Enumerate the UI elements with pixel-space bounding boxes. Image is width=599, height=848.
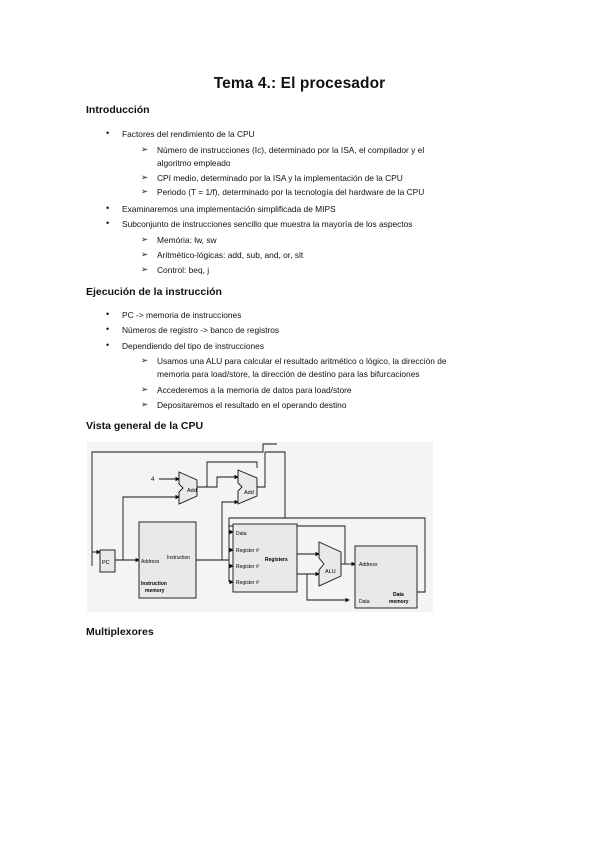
adder-2-label: Add xyxy=(244,490,254,496)
bullet-dot: • xyxy=(106,324,110,334)
reg-number-label-1: Register # xyxy=(236,548,259,554)
bullet-dot: • xyxy=(106,340,110,350)
bullet-dot: • xyxy=(106,128,110,138)
section-heading-introduccion: Introducción xyxy=(86,104,150,116)
list-item: CPI medio, determinado por la ISA y la implementación de la CPU xyxy=(157,173,403,183)
list-item: Accederemos a la memoria de datos para load/store xyxy=(157,385,352,395)
list-item: Examinaremos una implementación simplificada de MIPS xyxy=(122,204,336,214)
adder-1-label: Add xyxy=(187,488,197,494)
bullet-dot: • xyxy=(106,218,110,228)
reg-number-label-3: Register # xyxy=(236,580,259,586)
list-item: Factores del rendimiento de la CPU xyxy=(122,129,255,139)
alu-label: ALU xyxy=(325,569,336,575)
list-item: Número de instrucciones (Ic), determinado por la ISA, el compilador y el xyxy=(157,145,425,155)
bullet-dot: • xyxy=(106,309,110,319)
imem-title-1: Instruction xyxy=(141,581,167,587)
section-heading-ejecucion: Ejecución de la instrucción xyxy=(86,286,222,298)
cpu-datapath-diagram xyxy=(87,442,433,612)
dmem-title-2: memory xyxy=(389,599,409,605)
bullet-dot: • xyxy=(106,203,110,213)
list-item: PC -> memoria de instrucciones xyxy=(122,310,242,320)
list-item-continuation: memoria para load/store, la dirección de destino para las bifurcaciones xyxy=(157,369,420,379)
list-item: Aritmético-lógicas: add, sub, and, or, slt xyxy=(157,250,304,260)
arrow-bullet-icon: ➢ xyxy=(141,355,149,365)
imem-address-label: Address xyxy=(141,559,160,565)
arrow-bullet-icon: ➢ xyxy=(141,234,149,244)
dmem-address-label: Address xyxy=(359,562,378,568)
arrow-bullet-icon: ➢ xyxy=(141,144,149,154)
list-item: Control: beq, j xyxy=(157,265,210,275)
list-item: Usamos una ALU para calcular el resultado aritmético o lógico, la dirección de xyxy=(157,356,447,366)
page-title: Tema 4.: El procesador xyxy=(213,75,386,92)
dmem-data-label: Data xyxy=(359,599,370,605)
list-item: Memória: lw, sw xyxy=(157,235,217,245)
arrow-bullet-icon: ➢ xyxy=(141,264,149,274)
list-item: Periodo (T = 1/f), determinado por la tecnología del hardware de la CPU xyxy=(157,187,425,197)
arrow-bullet-icon: ➢ xyxy=(141,186,149,196)
list-item: Dependiendo del tipo de instrucciones xyxy=(122,341,265,351)
pc-label: PC xyxy=(102,560,110,566)
section-heading-vista-general: Vista general de la CPU xyxy=(86,420,204,432)
imem-title-2: memory xyxy=(145,588,165,594)
constant-four-label: 4 xyxy=(151,477,155,483)
section-heading-multiplexores: Multiplexores xyxy=(86,626,154,638)
list-item: Números de registro -> banco de registros xyxy=(122,325,280,335)
list-item: Subconjunto de instrucciones sencillo que muestra la mayoría de los aspectos xyxy=(122,219,413,229)
registers-title: Registers xyxy=(265,557,288,563)
arrow-bullet-icon: ➢ xyxy=(141,399,149,409)
arrow-bullet-icon: ➢ xyxy=(141,384,149,394)
list-item: Depositaremos el resultado en el operando destino xyxy=(157,400,347,410)
reg-number-label-2: Register # xyxy=(236,564,259,570)
dmem-title-1: Data xyxy=(393,592,404,598)
imem-instruction-label: Instruction xyxy=(167,555,191,561)
reg-data-label: Data xyxy=(236,531,247,537)
arrow-bullet-icon: ➢ xyxy=(141,172,149,182)
list-item-continuation: algoritmo empleado xyxy=(157,158,231,168)
arrow-bullet-icon: ➢ xyxy=(141,249,149,259)
